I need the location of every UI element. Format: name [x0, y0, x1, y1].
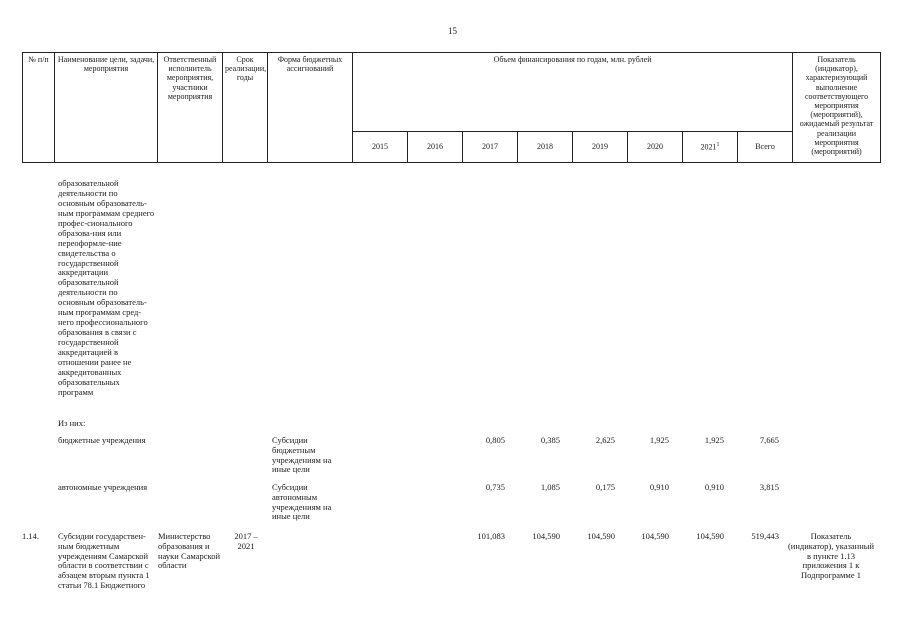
year-2018: 2018 — [518, 132, 573, 163]
item-2020: 104,590 — [641, 531, 669, 541]
row-budget-total: 7,665 — [759, 435, 779, 445]
col-financing: Объем финансирования по годам, млн. рублей — [353, 53, 793, 132]
item-total: 519,443 — [751, 531, 779, 541]
row-budget-name: бюджетные учреждения — [58, 435, 146, 445]
row-autonomous-name: автономные учреждения — [58, 482, 148, 492]
row-budget-form: Субсидии бюджетным учреждениям на иные цели — [272, 435, 332, 475]
row-autonomous-2018: 1,085 — [540, 482, 560, 492]
continued-text: образовательной деятельности по основным образователь-ным программам среднего профес-сионального образова-ния или переоформле-ние свидетельства о государственной аккредитации образовательной деятельности по основным образователь-ным программам сред-него профессионального образования в связи с государственной аккредитацией в отношении ранее не аккредитованных образовательных программ — [58, 178, 155, 397]
item-2019: 104,590 — [587, 531, 615, 541]
item-name: Субсидии государствен-ным бюджетным учреждениям Самарской области в соответствии с абзацем вторым пункта 1 статьи 78.1 Бюджетного — [58, 531, 150, 590]
row-budget-2018: 0,385 — [540, 435, 560, 445]
row-autonomous-form: Субсидии автономным учреждениям на иные цели — [272, 482, 332, 522]
col-name: Наименование цели, задачи, мероприятия — [55, 53, 158, 163]
year-2021: 2021$^1$ — [683, 132, 738, 163]
col-term: Срок реализации, годы — [223, 53, 268, 163]
row-budget-2021: 1,925 — [704, 435, 724, 445]
item-term: 2017 – 2021 — [234, 531, 258, 551]
table-header — [22, 52, 881, 163]
row-autonomous-2020: 0,910 — [649, 482, 669, 492]
row-autonomous-2017: 0,735 — [485, 482, 505, 492]
from-them-label: Из них: — [58, 418, 86, 428]
col-responsible: Ответственный исполнитель мероприятия, участники мероприятия — [158, 53, 223, 163]
year-total: Всего — [738, 132, 793, 163]
row-autonomous-total: 3,815 — [759, 482, 779, 492]
item-2018: 104,590 — [532, 531, 560, 541]
item-responsible: Министерство образования и науки Самарской области — [158, 531, 220, 571]
year-2016: 2016 — [408, 132, 463, 163]
col-number: № п/п — [23, 53, 55, 163]
year-2019: 2019 — [573, 132, 628, 163]
item-indicator: Показатель (индикатор), указанный в пункте 1.13 приложения 1 к Подпрограмме 1 — [787, 531, 875, 581]
year-2017: 2017 — [463, 132, 518, 163]
item-number: 1.14. — [22, 531, 39, 541]
col-form: Форма бюджетных ассигнований — [268, 53, 353, 163]
item-2021: 104,590 — [696, 531, 724, 541]
page-number: 15 — [448, 26, 457, 36]
row-autonomous-2021: 0,910 — [704, 482, 724, 492]
year-2020: 2020 — [628, 132, 683, 163]
item-2017: 101,083 — [477, 531, 505, 541]
row-autonomous-2019: 0,175 — [595, 482, 615, 492]
row-budget-2019: 2,625 — [595, 435, 615, 445]
col-indicator: Показатель (индикатор), характеризующий выполнение соответствующего мероприятия (мероприятий), ожидаемый результат реализации мероприятия (мероприятий) — [793, 53, 881, 163]
row-budget-2020: 1,925 — [649, 435, 669, 445]
row-budget-2017: 0,805 — [485, 435, 505, 445]
year-2015: 2015 — [353, 132, 408, 163]
